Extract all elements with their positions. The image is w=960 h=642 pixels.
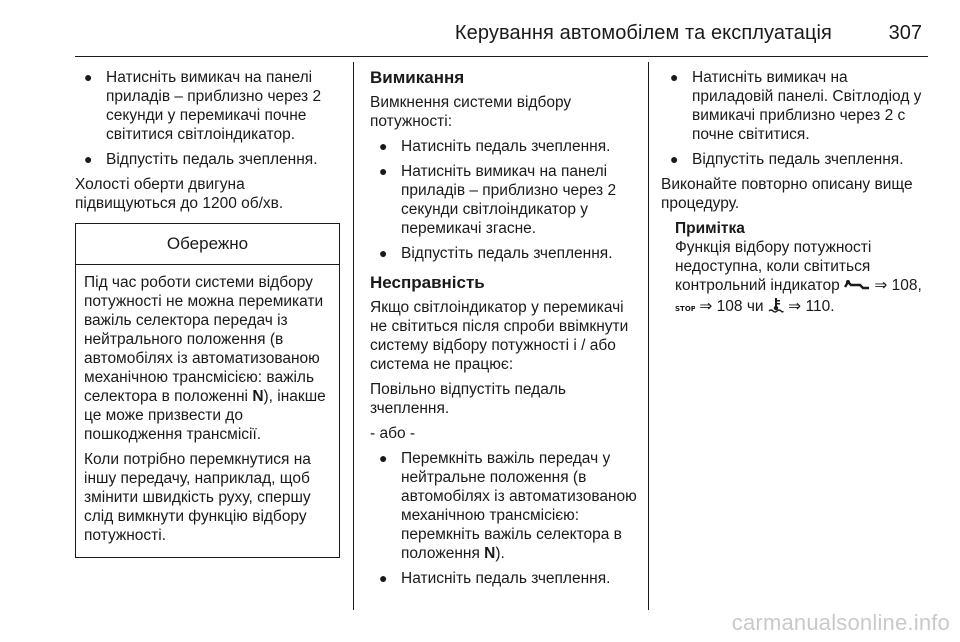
page-number: 307 bbox=[888, 22, 922, 44]
watermark: carmanualsonline.info bbox=[731, 610, 950, 635]
list-item: ● Натисніть педаль зчеплення. bbox=[379, 138, 611, 155]
list-item: ● Натисніть вимикач на панелі приладів – приблизно через 2 секунди у перемикачі почне світитися світлоіндикатор. bbox=[84, 69, 322, 143]
caution-box bbox=[75, 223, 340, 558]
paragraph: Повільно відпустіть педаль зчеплення. bbox=[370, 381, 566, 417]
list-item: ● Натисніть педаль зчеплення. bbox=[379, 570, 611, 587]
list-item: ● Перемкніть важіль передач у нейтральне положення (в автомобілях із автоматизованою механічною трансмісією: перемкніть важіль селектора в положення N). bbox=[379, 450, 637, 562]
paragraph: Холості оберти двигуна підвищуються до 1200 об/хв. bbox=[75, 176, 284, 212]
note-title: Примітка bbox=[675, 220, 745, 237]
section-heading: Несправність bbox=[370, 273, 485, 292]
column-1 bbox=[75, 68, 340, 558]
caution-title: Обережно bbox=[76, 224, 339, 265]
coolant-temperature-icon bbox=[768, 297, 784, 318]
page-ref-arrow: ⇒ bbox=[788, 298, 802, 315]
note-block bbox=[661, 219, 931, 318]
bullet-list bbox=[370, 137, 638, 263]
bullet-list bbox=[661, 68, 931, 169]
bullet-dot: ● bbox=[670, 151, 679, 167]
list-item: ● Відпустіть педаль зчеплення. bbox=[84, 151, 318, 168]
paragraph: Виконайте повторно описану вище процедуру. bbox=[661, 176, 913, 212]
or-separator: - або - bbox=[370, 425, 416, 442]
chapter-title: Керування автомобілем та експлуатація bbox=[454, 22, 832, 44]
stop-start-icon bbox=[675, 299, 695, 318]
bullet-dot: ● bbox=[379, 138, 388, 154]
caution-body bbox=[76, 265, 339, 557]
note-text: Функція відбору потужності недоступна, коли світиться контрольний індикатор ⇒ 108, STOP ⇒ 108 чи ⇒ 110. bbox=[675, 238, 931, 318]
bullet-dot: ● bbox=[379, 163, 388, 179]
page-ref[interactable]: 108 bbox=[716, 298, 743, 315]
page-ref-arrow: ⇒ bbox=[874, 277, 888, 294]
engine-indicator-icon bbox=[844, 278, 870, 297]
page-ref-arrow: ⇒ bbox=[699, 298, 713, 315]
column-3 bbox=[661, 68, 931, 318]
paragraph: Вимкнення системи відбору потужності: bbox=[370, 94, 572, 130]
page-ref[interactable]: 108, bbox=[891, 277, 922, 294]
bullet-dot: ● bbox=[670, 69, 679, 85]
list-item: ● Відпустіть педаль зчеплення. bbox=[670, 151, 904, 168]
page-ref[interactable]: 110. bbox=[805, 298, 835, 315]
svg-text:STOP: STOP bbox=[675, 305, 695, 313]
header-rule bbox=[75, 56, 928, 57]
bullet-list bbox=[75, 68, 340, 169]
page-header bbox=[0, 0, 960, 56]
caution-paragraph: Коли потрібно перемкнутися на іншу передачу, наприклад, щоб змінити швидкість руху, спершу слід вимкнути функцію відбору потужності. bbox=[84, 451, 311, 544]
bullet-list bbox=[370, 449, 638, 588]
list-item: ● Натисніть вимикач на приладовій панелі. Світлодіод у вимикачі приблизно через 2 с почне світитися. bbox=[670, 69, 922, 143]
bullet-dot: ● bbox=[84, 69, 93, 85]
section-heading: Вимикання bbox=[370, 68, 465, 87]
bullet-dot: ● bbox=[84, 151, 93, 167]
caution-paragraph: Під час роботи системи відбору потужності не можна перемикати важіль селектора передач із нейтрального положення (в автомобілях із автоматизованою механічною трансмісією: важіль селектора в положенні N), інакше це може призвести до пошкодження трансмісії. bbox=[84, 274, 326, 443]
list-item: ● Натисніть вимикач на панелі приладів – приблизно через 2 секунди світлоіндикатор у перемикачі згасне. bbox=[379, 163, 617, 237]
paragraph: Якщо світлоіндикатор у перемикачі не світиться після спроби ввімкнути систему відбору потужності і / або система не працює: bbox=[370, 299, 629, 373]
column-divider-1 bbox=[353, 62, 354, 610]
bullet-dot: ● bbox=[379, 245, 388, 261]
column-divider-2 bbox=[648, 62, 649, 610]
column-2 bbox=[370, 68, 638, 594]
list-item: ● Відпустіть педаль зчеплення. bbox=[379, 245, 613, 262]
bullet-dot: ● bbox=[379, 570, 388, 586]
bullet-dot: ● bbox=[379, 450, 388, 466]
